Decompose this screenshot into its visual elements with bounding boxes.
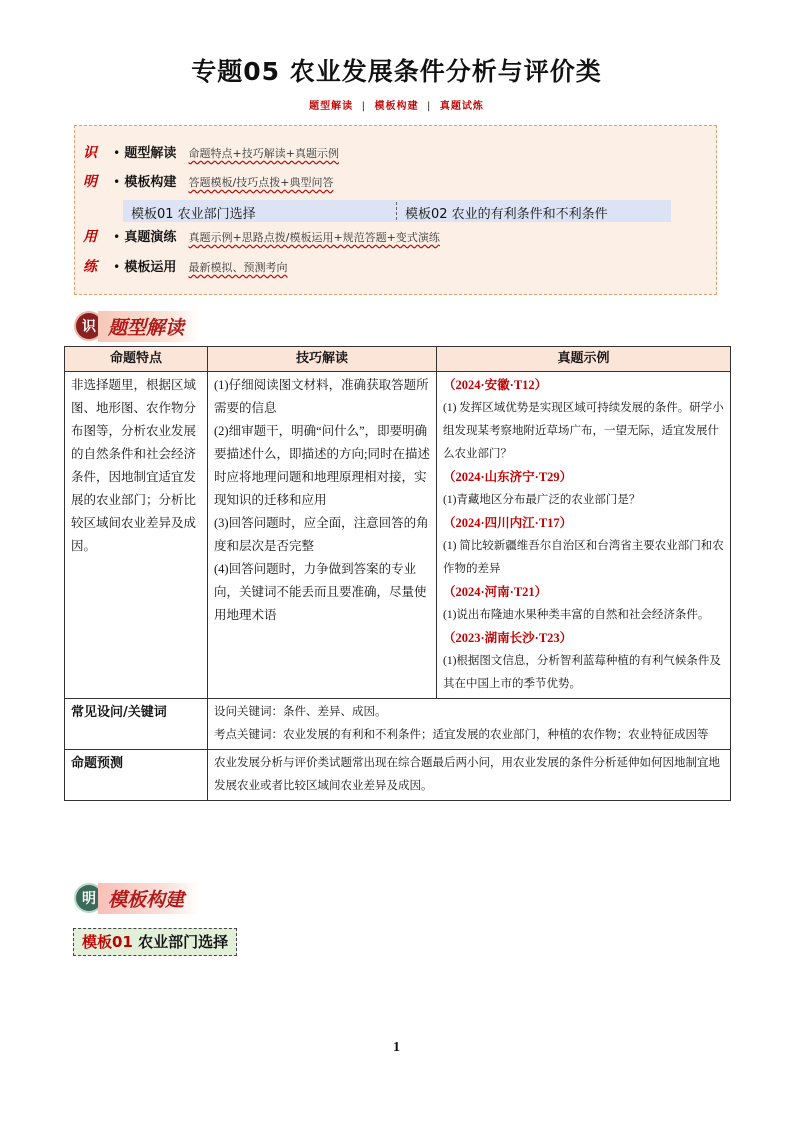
table-header-row	[65, 347, 731, 372]
column-header: 命题特点	[65, 347, 208, 372]
example-question: (1)根据图文信息，分析智利蓝莓种植的有利气候条件及其在中国上市的季节优势。	[443, 655, 721, 690]
examples-cell	[437, 372, 731, 699]
outline-desc: 答题模板/技巧点拨+典型问答	[188, 176, 334, 189]
divider	[396, 202, 397, 220]
column-header: 技巧解读	[208, 347, 437, 372]
section-heading-label: 题型解读	[98, 311, 198, 342]
page-title: 专题05 农业发展条件分析与评价类	[191, 57, 602, 86]
template-index-item-1[interactable]: 模板01 农业部门选择	[131, 207, 256, 222]
prediction-cell: 农业发展分析与评价类试题常出现在综合题最后两小问，用农业发展的条件分析延伸如何因地制宜地发展农业或者比较区域间农业差异及成因。	[208, 750, 731, 801]
keywords-label: 常见设问/关键词	[65, 699, 208, 750]
subtitle-separator: |	[361, 101, 367, 112]
outline-label: 模板构建	[124, 175, 177, 190]
keyword-line: 设问关键词：条件、差异、成因。	[214, 706, 387, 718]
outline-row-4	[83, 256, 288, 278]
outline-side-char: 练	[83, 259, 97, 275]
example-source: （2024·四川内江·T17）	[443, 516, 573, 530]
prediction-label: 命题预测	[65, 750, 208, 801]
outline-row-1	[83, 142, 339, 164]
outline-label: 题型解读	[124, 146, 177, 161]
keyword-line: 考点关键词：农业发展的有利和不利条件；适宜发展的农业部门，种植的农作物；农业特征成因等	[214, 729, 709, 741]
subtitle-item-2: 模板构建	[374, 101, 419, 112]
template-index-item-2[interactable]: 模板02 农业的有利条件和不利条件	[405, 207, 608, 222]
column-header: 真题示例	[437, 347, 731, 372]
outline-row-3	[83, 226, 440, 248]
outline-side-char: 识	[83, 145, 97, 161]
template-name: 农业部门选择	[132, 933, 229, 951]
outline-label: 真题演练	[124, 230, 177, 245]
bullet-icon: •	[113, 175, 121, 189]
example-question: (1) 简比较新疆维吾尔自治区和台湾省主要农业部门和农作物的差异	[443, 540, 724, 575]
section-heading-template	[76, 884, 198, 912]
table-row	[65, 750, 731, 801]
outline-desc: 命题特点+技巧解读+真题示例	[188, 147, 339, 160]
page-subtitle	[0, 97, 793, 112]
subtitle-separator: |	[426, 101, 432, 112]
tip-item: (3)回答问题时，应全面，注意回答的角度和层次是否完整	[214, 516, 429, 553]
table-row	[65, 699, 731, 750]
template-heading	[73, 928, 237, 956]
section-heading-label: 模板构建	[98, 883, 198, 914]
template-number: 模板01	[82, 933, 133, 951]
section-badge-icon: 识	[76, 313, 102, 339]
bullet-icon: •	[113, 146, 121, 160]
keywords-cell	[208, 699, 731, 750]
example-question: (1)说出布隆迪水果种类丰富的自然和社会经济条件。	[443, 609, 710, 621]
tip-item: (2)细审题干，明确“问什么”，即要明确要描述什么，即描述的方向;同时在描述时应将地理问题和地理原理相对接，实现知识的迁移和应用	[214, 424, 430, 507]
outline-desc: 最新模拟、预测考向	[188, 261, 288, 274]
example-source: （2024·山东济宁·T29）	[443, 470, 573, 484]
example-source: （2023·湖南长沙·T23）	[443, 631, 573, 645]
example-source: （2024·安徽·T12）	[443, 378, 548, 392]
example-question: (1) 发挥区域优势是实现区域可持续发展的条件。研学小组发现某考察地附近草场广布，一望无际，适宜发展什么农业部门？	[443, 402, 724, 460]
section-heading-analysis	[76, 312, 198, 340]
outline-desc: 真题示例+思路点拨/模板运用+规范答题+变式演练	[188, 231, 440, 244]
example-question: (1)青藏地区分布最广泛的农业部门是？	[443, 494, 641, 506]
subtitle-item-3: 真题试炼	[439, 101, 484, 112]
outline-side-char: 明	[83, 174, 97, 190]
analysis-table	[64, 346, 731, 801]
outline-row-2	[83, 171, 333, 193]
template-index	[123, 200, 671, 222]
tips-cell	[208, 372, 437, 699]
bullet-icon: •	[113, 230, 121, 244]
table-row	[65, 372, 731, 699]
example-source: （2024·河南·T21）	[443, 585, 548, 599]
outline-label: 模板运用	[124, 260, 177, 275]
page-number: 1	[393, 1040, 400, 1055]
outline-side-char: 用	[83, 229, 97, 245]
tip-item: (1)仔细阅读图文材料，准确获取答题所需要的信息	[214, 378, 429, 415]
features-cell: 非选择题里，根据区域图、地形图、农作物分布图等，分析农业发展的自然条件和社会经济条件，因地制宜适宜发展的农业部门；分析比较区域间农业差异及成因。	[65, 372, 208, 699]
subtitle-item-1: 题型解读	[309, 101, 354, 112]
outline-box	[74, 125, 717, 295]
bullet-icon: •	[113, 260, 121, 274]
tip-item: (4)回答问题时，力争做到答案的专业向，关键词不能丢而且要准确，尽量使用地理术语	[214, 562, 427, 622]
section-badge-icon: 明	[76, 885, 102, 911]
